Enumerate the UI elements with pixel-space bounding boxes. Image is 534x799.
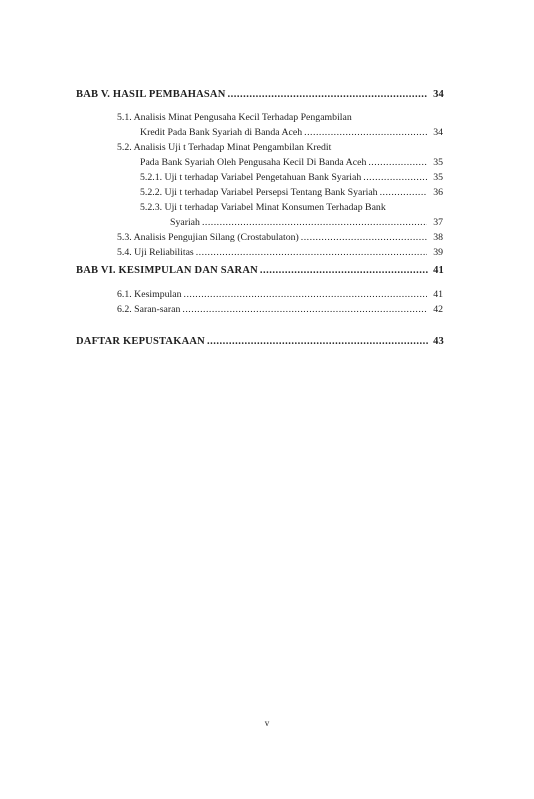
leader-dots <box>363 171 427 185</box>
toc-section-5-2-2-page: 36 <box>433 187 443 198</box>
leader-dots <box>380 186 427 200</box>
toc-section-6-1-title: 6.1. Kesimpulan <box>117 289 182 300</box>
toc-section-5-2-1[interactable] <box>140 171 443 185</box>
toc-section-5-2-3[interactable] <box>170 216 443 230</box>
toc-chapter-5[interactable] <box>76 88 444 102</box>
toc-section-5-2-3-line2: Syariah <box>170 217 200 228</box>
toc-section-5-4-title: 5.4. Uji Reliabilitas <box>117 247 194 258</box>
toc-section-5-2-3-page: 37 <box>433 217 443 228</box>
toc-section-5-2-3-line1[interactable]: 5.2.3. Uji t terhadap Variabel Minat Konsumen Terhadap Bank <box>140 202 386 213</box>
toc-bibliography[interactable] <box>76 335 444 349</box>
toc-section-5-4-page: 39 <box>433 247 443 258</box>
toc-section-5-2-2-title: 5.2.2. Uji t terhadap Variabel Persepsi Tentang Bank Syariah <box>140 187 378 198</box>
leader-dots <box>304 126 427 140</box>
toc-chapter-6-page: 41 <box>433 265 444 276</box>
leader-dots <box>301 231 427 245</box>
toc-chapter-5-title: BAB V. HASIL PEMBAHASAN <box>76 89 226 100</box>
toc-section-5-3-title: 5.3. Analisis Pengujian Silang (Crostabulaton) <box>117 232 299 243</box>
toc-section-5-2[interactable] <box>140 156 443 170</box>
leader-dots <box>196 246 427 260</box>
toc-section-5-1[interactable] <box>140 126 443 140</box>
leader-dots <box>368 156 427 170</box>
toc-section-6-1[interactable] <box>117 288 443 302</box>
toc-section-5-2-page: 35 <box>433 157 443 168</box>
toc-bibliography-title: DAFTAR KEPUSTAKAAN <box>76 336 205 347</box>
toc-section-6-1-page: 41 <box>433 289 443 300</box>
toc-section-5-2-2[interactable] <box>140 186 443 200</box>
toc-section-6-2-page: 42 <box>433 304 443 315</box>
toc-section-5-3-page: 38 <box>433 232 443 243</box>
page-number: v <box>264 718 270 728</box>
leader-dots <box>182 303 427 317</box>
leader-dots <box>202 216 427 230</box>
toc-section-5-2-1-title: 5.2.1. Uji t terhadap Variabel Pengetahuan Bank Syariah <box>140 172 362 183</box>
toc-section-6-2-title: 6.2. Saran-saran <box>117 304 181 315</box>
toc-section-5-3[interactable] <box>117 231 443 245</box>
toc-section-5-2-line2: Pada Bank Syariah Oleh Pengusaha Kecil Di Banda Aceh <box>140 157 367 168</box>
toc-bibliography-page: 43 <box>433 336 444 347</box>
toc-chapter-6[interactable] <box>76 264 444 278</box>
toc-section-5-1-line1[interactable]: 5.1. Analisis Minat Pengusaha Kecil Terhadap Pengambilan <box>117 112 352 123</box>
toc-section-5-4[interactable] <box>117 246 443 260</box>
leader-dots <box>184 288 428 302</box>
toc-section-5-1-page: 34 <box>433 127 443 138</box>
leader-dots <box>207 335 428 349</box>
toc-chapter-6-title: BAB VI. KESIMPULAN DAN SARAN <box>76 265 258 276</box>
toc-section-5-2-1-page: 35 <box>433 172 443 183</box>
toc-chapter-5-page: 34 <box>433 89 444 100</box>
leader-dots <box>260 264 428 278</box>
toc-section-5-2-line1[interactable]: 5.2. Analisis Uji t Terhadap Minat Pengambilan Kredit <box>117 142 332 153</box>
toc-section-5-1-line2: Kredit Pada Bank Syariah di Banda Aceh <box>140 127 303 138</box>
leader-dots <box>228 88 429 102</box>
toc-section-6-2[interactable] <box>117 303 443 317</box>
